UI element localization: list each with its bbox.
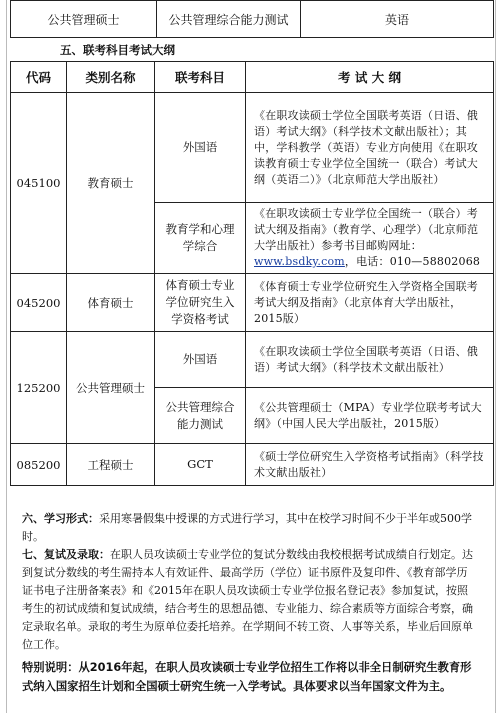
outline-cell: 《在职攻读硕士学位全国联考英语（日语、俄语）考试大纲》（科学技术文献出版社） (246, 332, 494, 388)
table-cell: 公共管理综合能力测试 (157, 1, 301, 38)
subject-cell: GCT (155, 444, 246, 486)
subject-cell: 体育硕士专业学位研究生入学资格考试 (155, 274, 246, 332)
special-note: 特别说明：从2016年起，在职人员攻读硕士专业学位招生工作将以非全日制研究生教育形式纳入国家招生计划和全国硕士研究生统一入学考试。具体要求以当年国家文件为主。 (22, 661, 472, 693)
name-cell: 工程硕士 (67, 444, 155, 486)
section-heading: 六、学习形式： (22, 512, 99, 525)
outline-cell: 《公共管理硕士（MPA）专业学位联考考试大纲》（中国人民大学出版社，2015版） (246, 388, 494, 444)
section-retest-admission (22, 546, 478, 654)
code-cell: 045200 (11, 274, 67, 332)
column-header: 类别名称 (67, 62, 155, 93)
previous-table-continuation (10, 0, 494, 38)
phone-text: ，电话：010—58802068 (344, 255, 481, 268)
outline-cell: 《在职攻读硕士学位全国联考英语（日语、俄语）考试大纲》（科学技术文献出版社）；其中，学科教学（英语）专业方向使用《在职攻读教育硕士专业学位全国统一（联合）考试大纲（英语二）》（北京师范大学出版社） (246, 93, 494, 203)
column-header: 考 试 大 纲 (246, 62, 494, 93)
name-cell: 公共管理硕士 (67, 332, 155, 444)
name-cell: 体育硕士 (67, 274, 155, 332)
subject-cell: 公共管理综合能力测试 (155, 388, 246, 444)
section-body: 在职人员攻读硕士专业学位的复试分数线由我校根据考试成绩自行划定。达到复试分数线的考生需持本人有效证件、最高学历（学位）证书原件及复印件、《教育部学历证书电子注册备案表》和《2015年在职人员攻读硕士专业学位报名登记表》参加复试，按照考生的初试成绩和复试成绩，结合考生的思想品德、专业能力、综合素质等方面综合考察，确定录取名单。录取的考生为原单位委托培养。在学期间不转工资、人事等关系，毕业后回原单位工作。 (22, 548, 473, 651)
section-title: 五、联考科目考试大纲 (60, 43, 175, 57)
table-row (11, 332, 494, 388)
code-cell: 125200 (11, 332, 67, 444)
table-cell: 公共管理硕士 (11, 1, 157, 38)
section-learning-form (22, 510, 478, 546)
name-cell: 教育硕士 (67, 93, 155, 274)
section-body: 采用寒暑假集中授课的方式进行学习，其中在校学习时间不少于半年或500学时。 (22, 512, 472, 543)
code-cell: 085200 (11, 444, 67, 486)
table-cell: 英语 (301, 1, 494, 38)
code-cell: 045100 (11, 93, 67, 274)
outline-text: 《在职攻读硕士专业学位全国统一（联合）考试大纲及指南》（教育学、心理学）（北京师范大学出版社）参考书目邮购网址： (254, 207, 479, 252)
subject-cell: 教育学和心理学综合 (155, 203, 246, 274)
table-header-row (11, 62, 494, 93)
section-heading: 七、复试及录取： (22, 548, 110, 561)
table-row (11, 1, 494, 38)
column-header: 联考科目 (155, 62, 246, 93)
exam-outline-table (10, 61, 494, 486)
page-edge-left (6, 0, 7, 713)
page-edge-right (495, 0, 496, 713)
outline-cell: 《体育硕士专业学位研究生入学资格全国联考考试大纲及指南》（北京体育大学出版社，2015版） (246, 274, 494, 332)
table-row (11, 444, 494, 486)
subject-cell: 外国语 (155, 332, 246, 388)
subject-cell: 外国语 (155, 93, 246, 203)
table-row (11, 274, 494, 332)
outline-cell (246, 203, 494, 274)
table-row (11, 93, 494, 203)
outline-cell: 《硕士学位研究生入学资格考试指南》（科学技术文献出版社） (246, 444, 494, 486)
column-header: 代码 (11, 62, 67, 93)
website-link[interactable]: www.bsdky.com (254, 255, 345, 268)
